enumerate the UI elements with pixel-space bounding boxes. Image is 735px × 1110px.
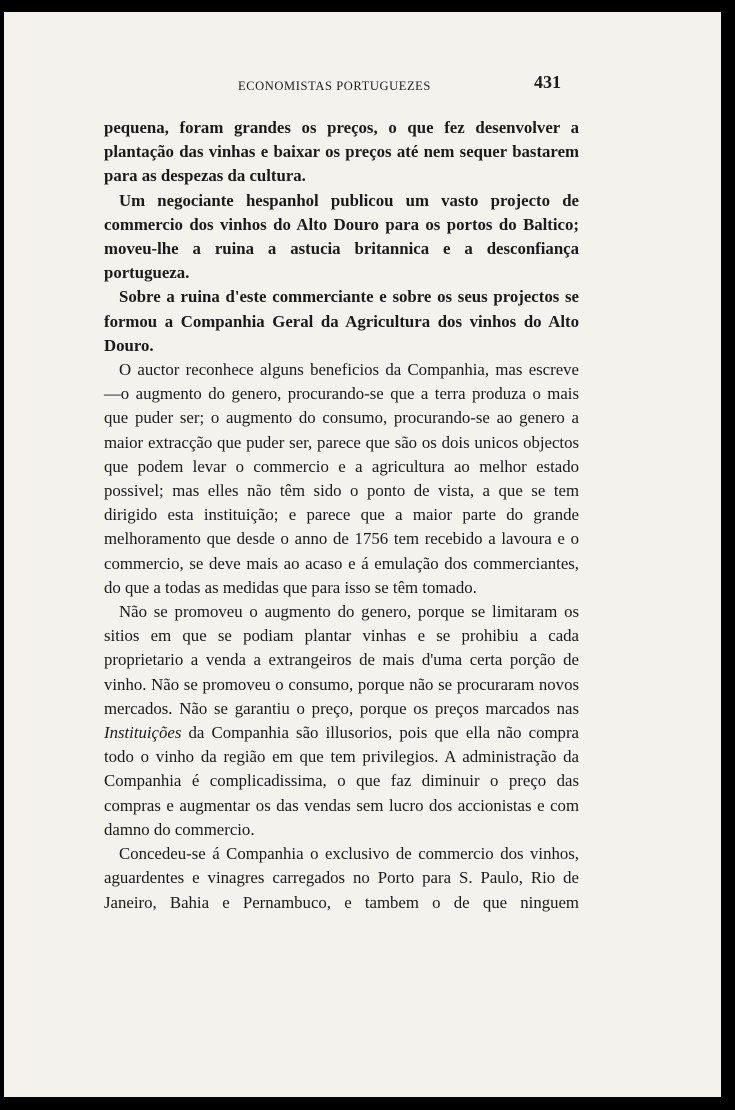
paragraph: Sobre a ruina d'este commerciante e sobre os seus projectos se formou a Companhia Geral da Agricultura dos vinhos do Alto Douro.: [104, 287, 579, 355]
book-page: [4, 12, 721, 1097]
paragraph: pequena, foram grandes os preços, o que fez desenvolver a plantação das vinhas e baixar os preços até nem sequer bastarem para as despezas da cultura.: [104, 118, 579, 186]
paragraph: Não se promoveu o augmento do genero, porque se limitaram os sitios em que se podiam plantar vinhas e se prohibiu a cada proprietario a venda a extrangeiros de mais d'uma certa porção de vinho. Não se promoveu o consumo, porque não se procuraram novos mercados. Não se garantiu o preço, porque os preços marcados nas Instituições da Companhia são illusorios, pois que ella não compra todo o vinho da região em que tem privilegios. A administração da Companhia é complicadissima, o que faz diminuir o preço das compras e augmentar os das vendas sem lucro dos accionistas e com damno do commercio.: [104, 602, 579, 839]
paragraph: Um negociante hespanhol publicou um vasto projecto de commercio dos vinhos do Alto Douro para os portos do Baltico; moveu-lhe a ruina a astucia britannica e a desconfiança portugueza.: [104, 190, 579, 283]
running-head: ECONOMISTAS PORTUGUEZES: [238, 79, 431, 93]
paragraph: Concedeu-se á Companhia o exclusivo de commercio dos vinhos, aguardentes e vinagres carregados no Porto para S. Paulo, Rio de Janeiro, Bahia e Pernambuco, e tambem o de que ninguem: [104, 844, 579, 912]
paragraph: O auctor reconhece alguns beneficios da Companhia, mas escreve —o augmento do genero, procurando-se que a terra produza o mais que puder ser; o augmento do consumo, procurando-se ao genero a maior extracção que puder ser, parece que são os dois unicos objectos que podem levar o commercio e a agricultura ao melhor estado possivel; mas elles não têm sido o ponto de vista, a que se tem dirigido esta instituição; e parece que a maior parte do grande melhoramento que desde o anno de 1756 tem recebido a lavoura e o commercio, se deve mais ao acaso e á emulação dos commerciantes, do que a todas as medidas que para isso se têm tomado.: [104, 360, 579, 597]
body-text: [104, 116, 579, 915]
page-number: 431: [534, 72, 561, 92]
